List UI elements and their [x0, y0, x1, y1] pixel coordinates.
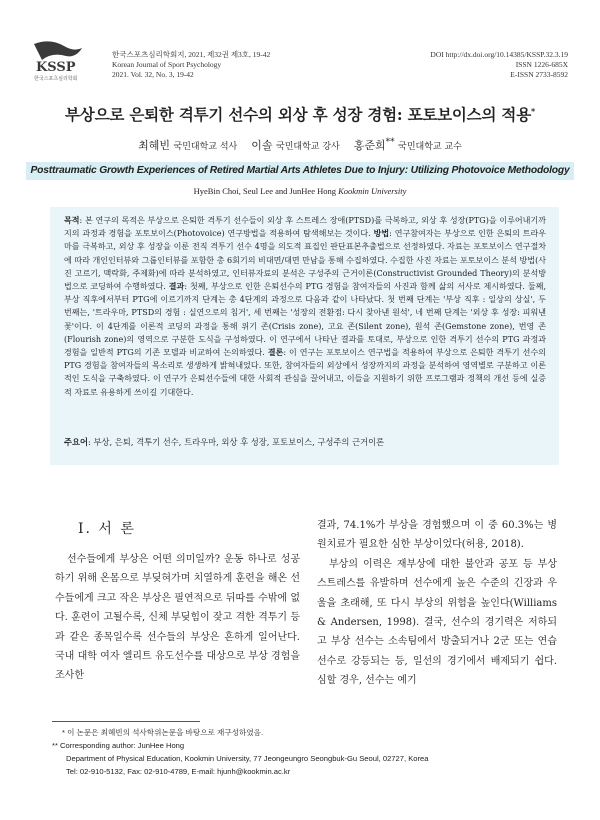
logo-subtext: 한국스포츠심리학회: [34, 76, 78, 82]
authors-en-affiliation: Kookmin University: [338, 186, 407, 196]
title-footnote-mark: *: [530, 105, 535, 116]
journal-citation: [112, 50, 270, 80]
doi[interactable]: DOI http://dx.doi.org/10.14385/KSSP.32.3.19: [430, 50, 568, 59]
footnotes: [52, 726, 562, 778]
author-affiliation: 국민대학교 석사: [173, 142, 238, 152]
paper-title-en: Posttraumatic Growth Experiences of Retired Martial Arts Athletes Due to Injury: Utilizing Photovoice Methodology: [26, 162, 574, 180]
footnote-divider: [52, 721, 200, 722]
body-paragraph: 결과, 74.1%가 부상을 경험했으며 이 중 60.3%는 병원치료가 필요한 심한 부상이었다(허용, 2018).: [317, 520, 557, 551]
journal-name-en: Korean Journal of Sport Psychology: [112, 60, 222, 69]
keywords-list: : 부상, 은퇴, 격투기 선수, 트라우마, 외상 후 성장, 포토보이스, 구성주의 근거이론: [88, 437, 385, 447]
journal-name-ko: 한국스포츠심리학회지, 2021, 제32권 제3호, 19-42: [112, 50, 271, 59]
footnote-address: Department of Physical Education, Kookmin University, 77 Jeongeungro Seongbuk-Gu Seoul, 02727, Korea: [66, 754, 429, 763]
abstract-conclusion: : 이 연구는 포토보이스 연구법을 적용하여 부상으로 은퇴한 격투기 선수의 PTG 경험을 참여자들의 목소리로 생생하게 밝혀내었다. 또한, 참여자들의 외상에서 성장까지의 과정을 분석하여 영역별로 구분하고 이론적인 도식을 구축하였다. 이 연구가 은퇴선수들에 대한 사회적 관심을 끌어내고, 이들을 지원하기 위한 프로그램과 정책의 개선 등에 실증적 자료로 유용하게 쓰이길 기대한다.: [64, 348, 546, 397]
kssp-logo-icon: [30, 38, 88, 84]
authors-en: HyeBin Choi, Seul Lee and JunHee Hong Kookmin University: [193, 186, 407, 196]
issn: ISSN 1226-685X: [515, 60, 568, 69]
abstract-label-method: 방법: [373, 228, 390, 239]
author-name: 이솔: [251, 139, 273, 152]
section-heading: Ⅰ. 서 론: [78, 521, 136, 537]
author-affiliation: 국민대학교 강사: [276, 142, 340, 152]
journal-identifiers: [430, 50, 568, 80]
body-paragraph: 부상의 이력은 재부상에 대한 불안과 공포 등 부상 스트레스를 유발하며 선수에게 높은 수준의 긴장과 우울을 초래해, 또 다시 부상의 위험을 높인다(Williams & Andersen, 1998). 결국, 선수의 경기력은 저하되고 부상 선수는 소속팀에서 방출되거나 2군 또는 연습선수로 강등되는 등, 일선의 경기에서 배제되기 쉽다. 심할 경우, 선수는 예기: [317, 558, 557, 687]
eissn: E-ISSN 2733-8592: [510, 70, 568, 79]
abstract-result: : 첫째, 부상으로 인한 은퇴선수의 PTG 경험을 참여자들의 사진과 함께 삶의 서사로 제시하였다. 둘째, 부상 직후에서부터 PTG에 이르기까지 단계는 총 4단계의 과정으로 다음과 같이 나타났다. 첫 번째 단계는 '부상 직후 : 일상의 상실', 두 번째는, '트라우마, PTSD의 경험 : 실연으로의 침거', 세 번째는 '성장의 전환점: 다시 찾아낸 원석', 네 번째 단계는 '외상 후 성장: 피워낸 꽃'이다. 이 4단계를 이론적 코딩의 과정을 통해 위기 존(Crisis zone), 고요 존(Silent zone), 원석 존(Gemstone zone), 번영 존(Flourish zone)의 영역으로 구분한 도식을 구성하였다. 이 연구에서 나타난 결과를 토대로, 부상으로 인한 격투기 선수의 PTG 과정과 경험을 일반적 PTG의 기존 모델과 비교하여 논의하였다.: [64, 282, 547, 358]
corresponding-mark: **: [385, 137, 395, 148]
author-name: 홍준희: [353, 139, 386, 152]
footnote-corresponding: ** Corresponding author: JunHee Hong: [52, 741, 185, 750]
abstract-method: : 연구참여자는 부상으로 인한 은퇴의 트라우마를 극복하고, 외상 후 성장을 이룬 전직 격투기 선수 4명을 의도적 표집인 판단표본추출법으로 선정하였다. 자료는 포토보이스 연구절차에 따라 개인인터뷰와 그룹인터뷰를 포함한 총 6회기의 비대면/대면 만남을 통해 수집하였다. 수집한 사진 자료는 포토보이스 분석 방법(사진 고르기, 맥락화, 주제화)에 따라 분석하였고, 인터뷰자료의 분석은 구성주의 근거이론(Constructivist Grounded Theory)의 분석방법으로 코딩하여 수행하였다.: [64, 229, 547, 292]
abstract: [64, 214, 546, 399]
paper-title-ko: 부상으로 은퇴한 격투기 선수의 외상 후 성장 경험: 포토보이스의 적용*: [65, 105, 535, 124]
journal-logo: [30, 38, 88, 84]
logo-text: KSSP: [36, 60, 76, 75]
body-column-left: [55, 550, 300, 686]
authors-ko: [0, 137, 600, 153]
footnote-contact[interactable]: Tel: 02-910-5132, Fax: 02-910-4789, E-mail: hjunh@kookmin.ac.kr: [66, 767, 291, 776]
abstract-label-result: 결과: [168, 281, 185, 292]
keywords-label: 주요어: [64, 437, 89, 447]
body-column-right: [317, 516, 557, 691]
author-affiliation: 국민대학교 교수: [398, 142, 462, 152]
abstract-label-conclusion: 결론: [267, 347, 284, 358]
abstract-label-purpose: 목적: [64, 215, 80, 225]
journal-volume: 2021. Vol. 32, No. 3, 19-42: [112, 70, 194, 79]
keywords: [64, 436, 546, 448]
body-paragraph: 선수들에게 부상은 어떤 의미일까? 운동 하나로 성공하기 위해 온몸으로 부딪혀가며 치열하게 훈련을 해온 선수들에게 크고 작은 부상은 필연적으로 뒤따를 수밖에 없다. 훈련이 고될수록, 신체 부딪힘이 잦고 격한 격투기 등과 같은 종목일수록 선수들의 부상은 흔하게 일어난다. 국내 대학 여자 엘리트 유도선수를 대상으로 부상 경험을 조사한: [55, 554, 300, 682]
footnote: * 이 논문은 최혜빈의 석사학위논문을 바탕으로 재구성하였음.: [62, 728, 264, 737]
author-name: 최혜빈: [138, 139, 171, 152]
abstract-purpose: : 본 연구의 목적은 부상으로 은퇴한 격투기 선수들이 외상 후 스트레스 장애(PTSD)를 극복하고, 외상 후 성장(PTG)을 이루어내기까지의 과정과 경험을 포토보이스(Photovoice) 연구방법을 적용하여 탐색해보는 것이다.: [64, 216, 546, 239]
